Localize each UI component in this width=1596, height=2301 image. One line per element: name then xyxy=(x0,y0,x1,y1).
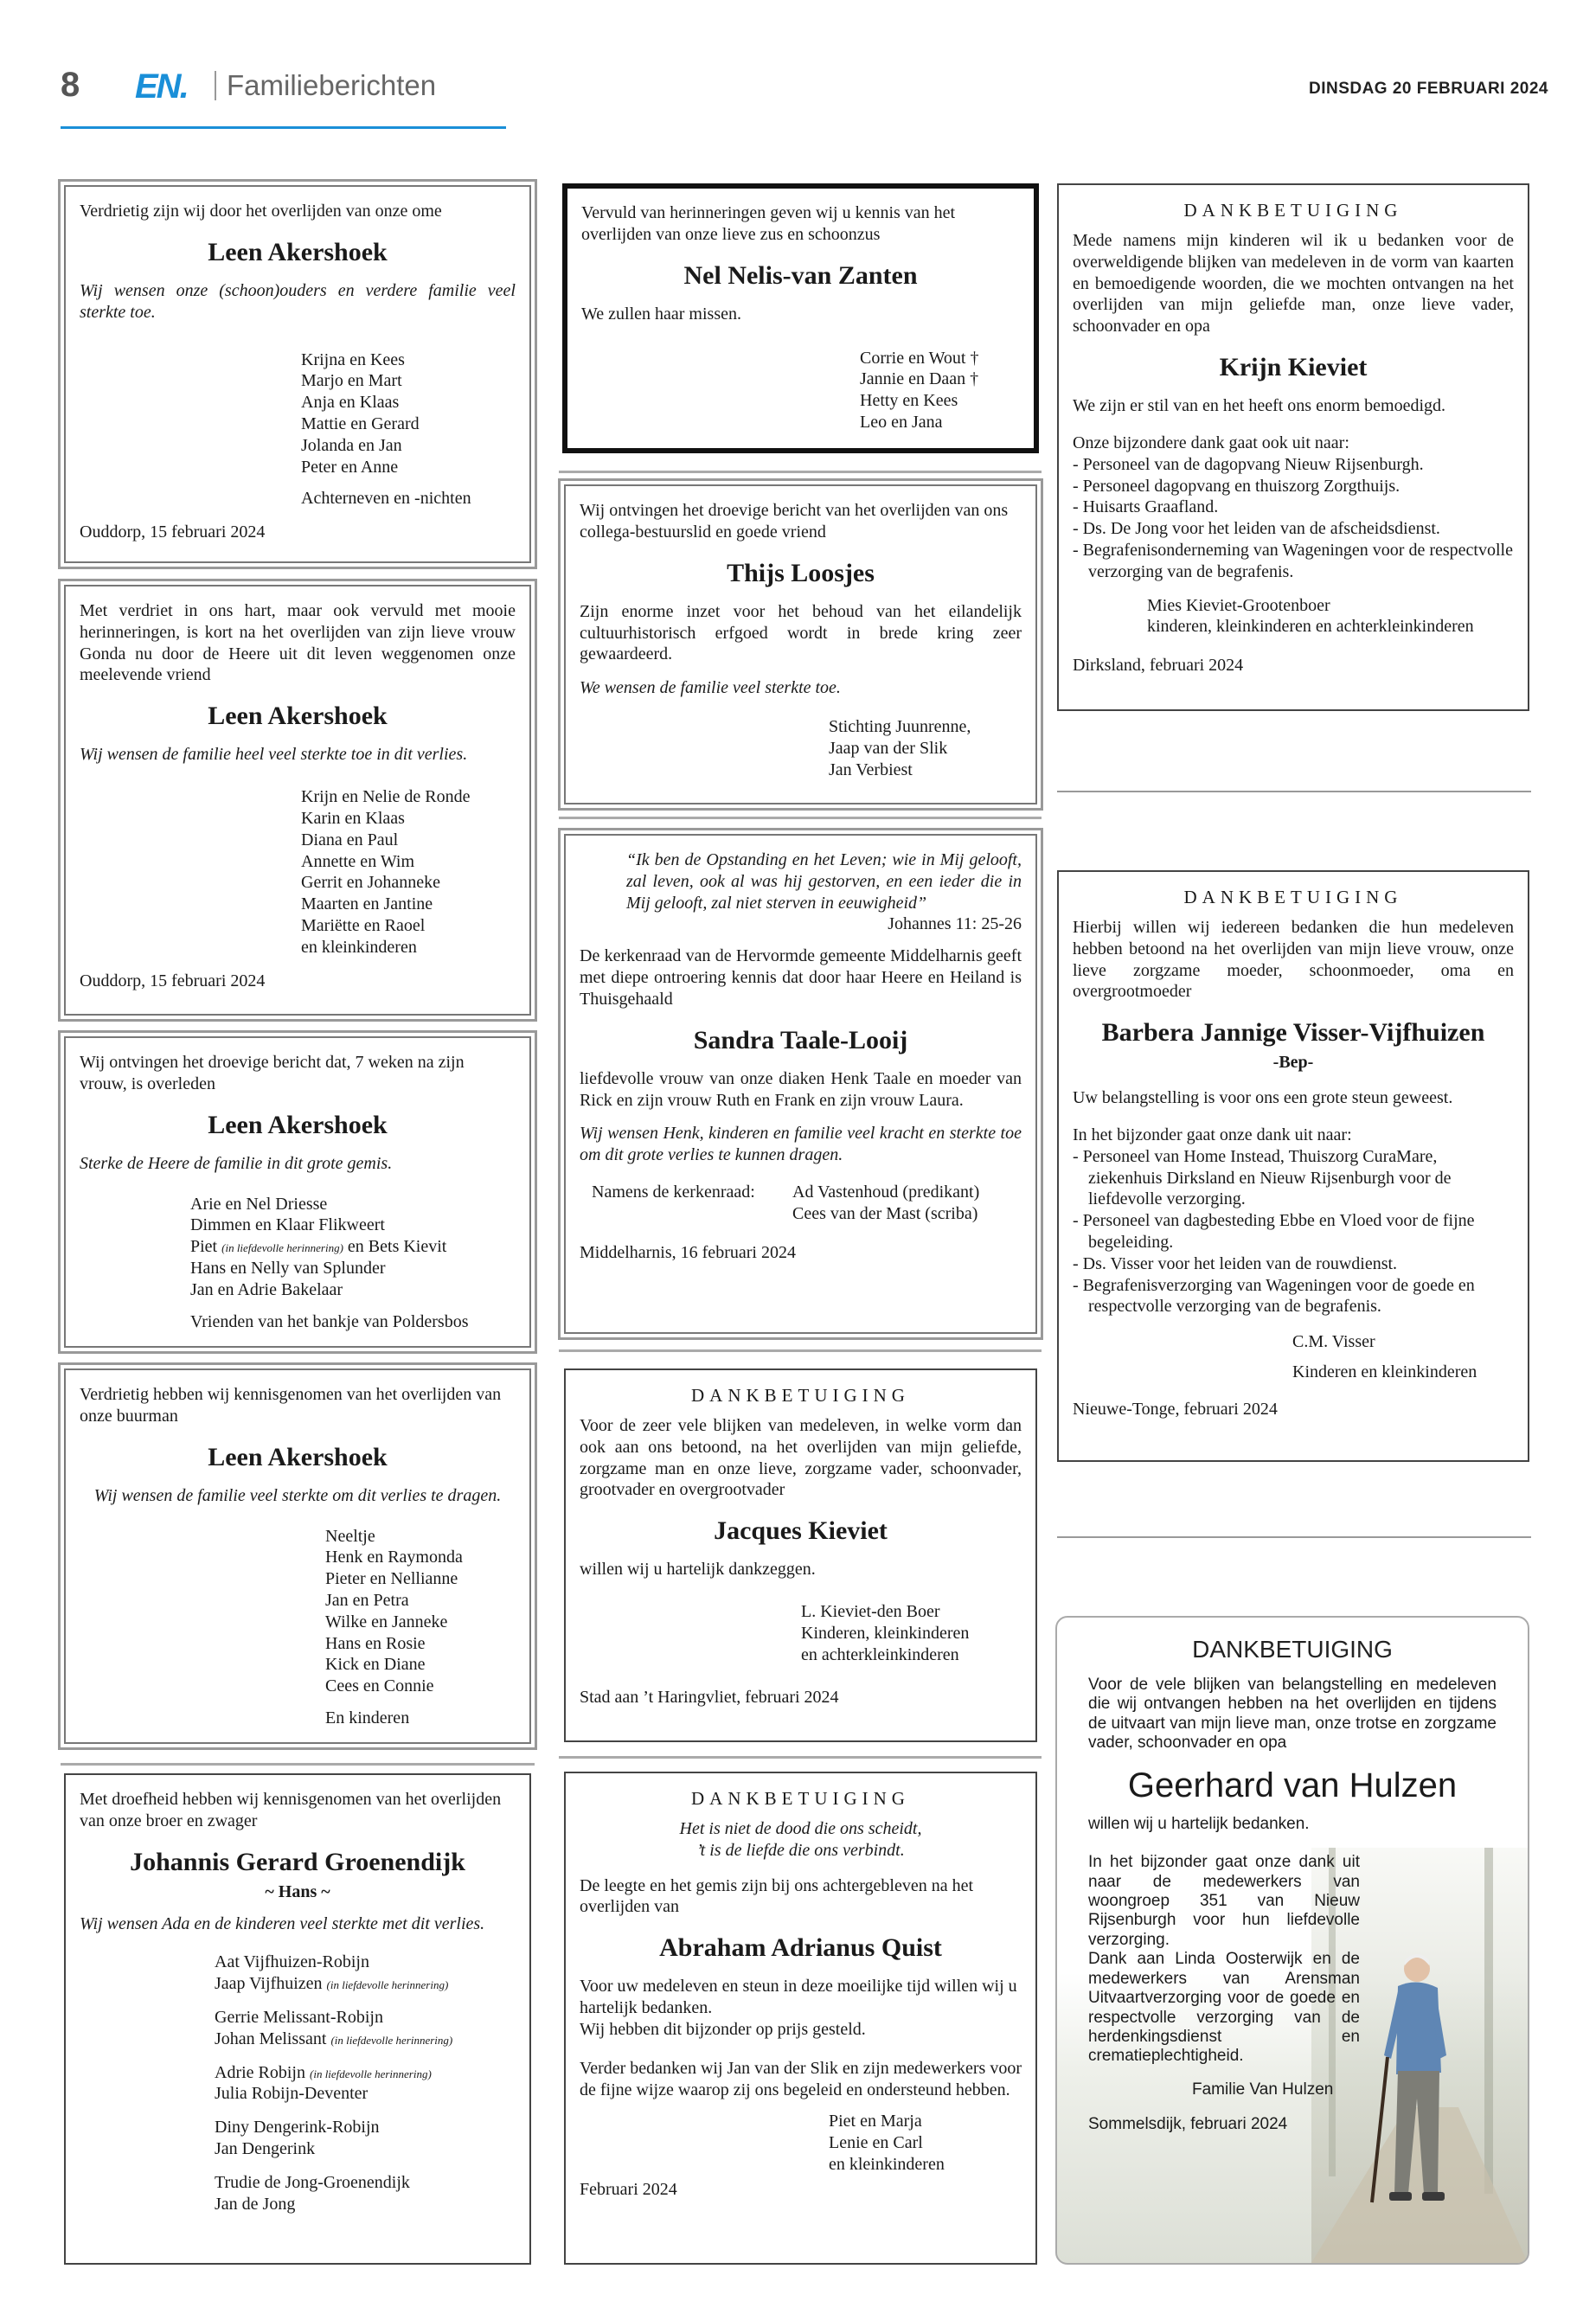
bible-quote: “Ik ben de Opstanding en het Leven; wie in Mij gelooft, zal leven, ook al was hij gestorven, en een ieder die in Mij gelooft, zal niet sterven in eeuwigheid” xyxy=(626,850,1022,913)
obituary-akershoek-3 xyxy=(64,1036,531,1348)
place-date: Sommelsdijk, februari 2024 xyxy=(1088,2115,1288,2134)
list-item: - Begrafenisverzorging van Wageningen voor de goede en respectvolle verzorging van de begrafenis. xyxy=(1073,1275,1514,1318)
obituary-nelis xyxy=(562,183,1039,453)
place-date: Ouddorp, 15 februari 2024 xyxy=(80,522,266,542)
signer-extra: Achterneven en -nichten xyxy=(301,489,471,509)
signer: Krijna en Kees xyxy=(301,349,405,369)
signer: Jan de Jong xyxy=(215,2194,296,2214)
text-3: Verder bedanken wij Jan van der Slik en zijn medewerkers voor de fijne wijze waarop zij ons begeleid en ondersteund hebben. xyxy=(580,2058,1022,2099)
signer: Wilke en Janneke xyxy=(325,1612,448,1631)
signer: Jolanda en Jan xyxy=(301,435,402,455)
place-date: Stad aan ’t Haringvliet, februari 2024 xyxy=(580,1687,839,1707)
signer: Jan Dengerink xyxy=(215,2138,316,2158)
signer: Cees en Connie xyxy=(325,1676,434,1696)
intro: Hierbij willen wij iedereen bedanken die hun medeleven hebben betoond na het overlijden van mijn lieve vrouw, onze lieve zorgzame moeder, schoonmoeder, oma en overgrootmoeder xyxy=(1073,918,1514,1002)
place-date: Februari 2024 xyxy=(580,2179,677,2199)
heading: DANKBETUIGING xyxy=(1192,1636,1393,1663)
text: willen wij u hartelijk dankzeggen. xyxy=(580,1560,816,1580)
signer: Julia Robijn-Deventer xyxy=(215,2084,369,2104)
divider xyxy=(1057,1536,1531,1538)
divider xyxy=(61,1763,535,1766)
deceased-name: Barbera Jannige Visser-Vijfhuizen xyxy=(1101,1018,1485,1048)
signer: Hans en Rosie xyxy=(325,1633,426,1653)
signer: Arie en Nel Driesse xyxy=(190,1194,328,1214)
sign-label: Namens de kerkenraad: xyxy=(592,1182,755,1202)
obituary-groenendijk xyxy=(64,1773,531,2265)
obituary-akershoek-4 xyxy=(64,1368,531,1744)
signer: Diny Dengerink-Robijn xyxy=(215,2118,380,2138)
wish: Wij wensen de familie heel veel sterkte toe in dit verlies. xyxy=(80,745,468,765)
wish: We wensen de familie veel sterkte toe. xyxy=(580,678,841,698)
intro: Voor de zeer vele blijken van medeleven, in welke vorm dan ook aan ons betoond, na het overlijden van mijn geliefde, zorgzame man en onze lieve, zorgzame vader, schoonvader, grootvader en overgrootvader xyxy=(580,1416,1022,1500)
intro: Wij ontvingen het droevige bericht dat, 7 weken na zijn vrouw, is overleden xyxy=(80,1053,465,1093)
intro: Mede namens mijn kinderen wil ik u bedanken voor de overweldigende blijken van medeleven in de vorm van kaarten en bemoedigende woorden, die we mochten ontvangen na het overlijden van mijn geliefde man, onze lieve vader, schoonvader en opa xyxy=(1073,231,1514,336)
text-1: Voor uw medeleven en steun in deze moeilijke tijd willen wij u hartelijk bedanken. xyxy=(580,1977,1017,2018)
text: willen wij u hartelijk bedanken. xyxy=(1088,1814,1310,1833)
page-number: 8 xyxy=(61,66,80,104)
signers xyxy=(301,786,516,958)
list-item: - Personeel dagopvang en thuiszorg Zorgthuijs. xyxy=(1073,476,1514,497)
quote-line-1: Het is niet de dood die ons scheidt, xyxy=(679,1819,922,1839)
signers xyxy=(592,1182,1022,1225)
obituary-akershoek-1 xyxy=(64,185,531,563)
signer: Jaap van der Slik xyxy=(829,738,948,758)
deceased-name: Jacques Kieviet xyxy=(714,1516,888,1546)
signer: Corrie en Wout † xyxy=(860,348,979,368)
divider xyxy=(559,817,1042,819)
heading: DANKBETUIGING xyxy=(691,1788,910,1809)
list-item: - Ds. De Jong voor het leiden van de afscheidsdienst. xyxy=(1073,518,1514,540)
deceased-name: Sandra Taale-Looij xyxy=(693,1025,908,1054)
deceased-name: Nel Nelis-van Zanten xyxy=(683,260,918,290)
signer: Ad Vastenhoud (predikant) xyxy=(792,1182,980,1202)
list-item: - Personeel van de dagopvang Nieuw Rijsenburgh. xyxy=(1073,454,1514,476)
signer: Aat Vijfhuizen-Robijn xyxy=(215,1952,369,1972)
place-date: Middelharnis, 16 februari 2024 xyxy=(580,1242,796,1262)
signers xyxy=(301,349,516,510)
bible-reference: Johannes 11: 25-26 xyxy=(888,914,1022,934)
signer: Kick en Diane xyxy=(325,1655,426,1675)
nickname: ~ Hans ~ xyxy=(265,1881,330,1901)
text: Uw belangstelling is voor ons een grote steun geweest. xyxy=(1073,1088,1453,1108)
signer: Hans en Nelly van Splunder xyxy=(190,1258,386,1278)
signers xyxy=(325,1526,516,1729)
intro: Wij ontvingen het droevige bericht van het overlijden van ons collega-bestuurslid en goede vriend xyxy=(580,501,1009,542)
deceased-name: Leen Akershoek xyxy=(208,702,388,731)
thanks-list xyxy=(1073,454,1514,583)
signer: Dimmen en Klaar Flikweert xyxy=(190,1215,385,1235)
thanks-kieviet-krijn xyxy=(1057,183,1529,711)
intro: De leegte en het gemis zijn bij ons achtergebleven na het overlijden van xyxy=(580,1875,974,1917)
signer xyxy=(215,2062,516,2084)
signer: Familie Van Hulzen xyxy=(1192,2080,1334,2099)
thanks-intro: Onze bijzondere dank gaat ook uit naar: xyxy=(1073,433,1349,452)
obituary-loosjes xyxy=(564,484,1037,804)
signer: en kleinkinderen xyxy=(829,2154,945,2174)
signer-name: Adrie Robijn xyxy=(215,2062,305,2082)
nickname: -Bep- xyxy=(1272,1053,1314,1073)
signer: Leo en Jana xyxy=(860,412,943,432)
signer: L. Kieviet-den Boer xyxy=(801,1602,940,1622)
deceased-name: Thijs Loosjes xyxy=(727,558,875,587)
signer: Pieter en Nellianne xyxy=(325,1569,458,1589)
signer: Jan en Adrie Bakelaar xyxy=(190,1279,343,1299)
wish: Sterke de Heere de familie in dit grote gemis. xyxy=(80,1153,393,1173)
list-item: - Ds. Visser voor het leiden van de rouwdienst. xyxy=(1073,1253,1514,1275)
signer: Peter en Anne xyxy=(301,457,399,477)
signer: Krijn en Nelie de Ronde xyxy=(301,787,471,807)
deceased-name: Johannis Gerard Groenendijk xyxy=(130,1847,465,1876)
divider xyxy=(559,1349,1042,1352)
place-date: Nieuwe-Tonge, februari 2024 xyxy=(1073,1399,1278,1419)
signer-rest: en Bets Kievit xyxy=(347,1237,447,1257)
obituary-akershoek-2 xyxy=(64,585,531,1016)
signer-name: Johan Melissant xyxy=(215,2029,327,2048)
signer: Jan en Petra xyxy=(325,1590,409,1610)
signer: Jan Verbiest xyxy=(829,760,913,779)
signer: Kinderen, kleinkinderen xyxy=(801,1624,970,1643)
signers xyxy=(1292,1331,1514,1383)
signer: Gerrie Melissant-Robijn xyxy=(215,2007,383,2027)
signer: Mariëtte en Raoel xyxy=(301,915,426,935)
obituary-taale xyxy=(564,834,1037,1334)
signers xyxy=(801,1601,1022,1665)
header-rule xyxy=(61,126,506,129)
signer: Trudie de Jong-Groenendijk xyxy=(215,2172,410,2192)
wish: Wij wensen Ada en de kinderen veel sterkte met dit verlies. xyxy=(80,1913,485,1933)
thanks-quist xyxy=(564,1772,1037,2265)
signers xyxy=(190,1194,516,1333)
intro: Verdrietig zijn wij door het overlijden van onze ome xyxy=(80,202,442,221)
signer: Kinderen en kleinkinderen xyxy=(1292,1362,1477,1381)
signer: Karin en Klaas xyxy=(301,808,405,828)
text: liefdevolle vrouw van onze diaken Henk Taale en moeder van Rick en zijn vrouw Ruth en Frank en zijn vrouw Laura. xyxy=(580,1068,1022,1110)
wish: Wij wensen de familie veel sterkte om dit verlies te dragen. xyxy=(93,1485,502,1505)
signers xyxy=(829,716,1022,780)
deceased-name: Abraham Adrianus Quist xyxy=(659,1933,942,1963)
wish: Wij wensen Henk, kinderen en familie veel kracht en sterkte toe om dit grote verlies te kunnen dragen. xyxy=(580,1124,1022,1165)
deceased-name: Leen Akershoek xyxy=(208,1442,388,1471)
signer: Henk en Raymonda xyxy=(325,1548,463,1567)
signer xyxy=(190,1236,516,1258)
signers xyxy=(829,2111,1022,2175)
memorial-note: (in liefdevolle herinnering) xyxy=(310,2067,432,2080)
deceased-name: Krijn Kieviet xyxy=(1219,353,1368,382)
signer-extra: Vrienden van het bankje van Poldersbos xyxy=(190,1311,469,1331)
section-title: Familieberichten xyxy=(227,69,437,101)
signer-first: Piet xyxy=(190,1237,218,1257)
signer xyxy=(215,2029,516,2050)
place-date: Dirksland, februari 2024 xyxy=(1073,656,1244,676)
signer: C.M. Visser xyxy=(1292,1332,1375,1352)
signer: Anja en Klaas xyxy=(301,393,400,413)
signer: Annette en Wim xyxy=(301,851,415,871)
text: We zullen haar missen. xyxy=(581,304,741,324)
text: Zijn enorme inzet voor het behoud van het eilandelijk cultuurhistorisch erfgoed wordt in brede kring zeer gewaardeerd. xyxy=(580,601,1022,664)
thanks-visser xyxy=(1057,870,1529,1462)
signer: Maarten en Jantine xyxy=(301,894,433,914)
heading: DANKBETUIGING xyxy=(1183,200,1403,221)
wish: Wij wensen onze (schoon)ouders en verdere familie veel sterkte toe. xyxy=(80,280,516,322)
memorial-note: (in liefdevolle herinnering) xyxy=(326,1978,449,1992)
memorial-note: (in liefdevolle herinnering) xyxy=(221,1241,343,1255)
quote-line-2: ’t is de liefde die ons verbindt. xyxy=(696,1840,905,1860)
deceased-name: Leen Akershoek xyxy=(208,1110,388,1139)
list-item: - Personeel van Home Instead, Thuiszorg CuraMare, ziekenhuis Dirksland en Nieuw Rijsenburgh voor de liefdevolle verzorging. xyxy=(1073,1146,1514,1210)
heading: DANKBETUIGING xyxy=(691,1385,910,1406)
divider xyxy=(559,1756,1042,1759)
signer: en kleinkinderen xyxy=(301,937,417,957)
divider xyxy=(559,471,1042,473)
text-2: Wij hebben dit bijzonder op prijs gesteld. xyxy=(580,2020,866,2039)
thanks-van-hulzen xyxy=(1055,1616,1529,2265)
text-2: In het bijzonder gaat onze dank uit naar de medewerkers van woongroep 351 van Nieuw Rijsenburgh voor hun liefdevolle verzorging. xyxy=(1088,1853,1360,1949)
signer: Mies Kieviet-Grootenboer xyxy=(1147,595,1330,615)
header-divider xyxy=(215,71,216,100)
intro: Voor de vele blijken van belangstelling en medeleven die wij ontvangen hebben na het overlijden en tijdens de uitvaart van mijn lieve man, onze trotse en zorgzame vader, schoonvader en opa xyxy=(1088,1676,1497,1753)
signer: Hetty en Kees xyxy=(860,391,958,411)
list-item: - Begrafenisonderneming van Wageningen voor de respectvolle verzorging van de begrafenis. xyxy=(1073,540,1514,583)
signer: Stichting Juunrenne, xyxy=(829,716,971,736)
intro: Verdrietig hebben wij kennisgenomen van het overlijden van onze buurman xyxy=(80,1385,502,1426)
divider xyxy=(1057,791,1531,792)
list-item: - Personeel van dagbesteding Ebbe en Vloed voor de fijne begeleiding. xyxy=(1073,1210,1514,1253)
signer: Piet en Marja xyxy=(829,2112,922,2131)
issue-date: DINSDAG 20 FEBRUARI 2024 xyxy=(1308,80,1548,98)
thanks-list xyxy=(1073,1146,1514,1317)
signer: Mattie en Gerard xyxy=(301,413,420,433)
signer: Lenie en Carl xyxy=(829,2133,923,2153)
intro: De kerkenraad van de Hervormde gemeente Middelharnis geeft met diepe ontroering kennis dat door haar Heere en Heiland is Thuisgehaald xyxy=(580,946,1022,1009)
signer: Neeltje xyxy=(325,1526,375,1546)
signer-name: Jaap Vijfhuizen xyxy=(215,1974,323,1994)
deceased-name: Geerhard van Hulzen xyxy=(1127,1766,1458,1804)
signer: Gerrit en Johanneke xyxy=(301,873,441,893)
signer: en achterkleinkinderen xyxy=(801,1644,959,1664)
memorial-note: (in liefdevolle herinnering) xyxy=(330,2033,453,2047)
signer: Jannie en Daan † xyxy=(860,369,979,389)
signer-extra: En kinderen xyxy=(325,1708,410,1727)
thanks-kieviet-jacques xyxy=(564,1368,1037,1742)
signer: Marjo en Mart xyxy=(301,371,402,391)
signers xyxy=(1147,595,1514,638)
signer: Diana en Paul xyxy=(301,830,399,849)
text-3: Dank aan Linda Oosterwijk en de medewerkers van Arensman Uitvaartverzorging voor de goede en respectvolle verzorging van de herdenkingsdienst en crematieplechtigheid. xyxy=(1088,1950,1360,2066)
thanks-intro: In het bijzonder gaat onze dank uit naar: xyxy=(1073,1125,1352,1144)
list-item: - Huisarts Graafland. xyxy=(1073,497,1514,518)
deceased-name: Leen Akershoek xyxy=(208,237,388,266)
signers xyxy=(215,1952,516,2214)
page-header xyxy=(61,61,1548,112)
text: We zijn er stil van en het heeft ons enorm bemoedigd. xyxy=(1073,396,1446,416)
place-date: Ouddorp, 15 februari 2024 xyxy=(80,971,266,990)
signer: kinderen, kleinkinderen en achterkleinkinderen xyxy=(1147,617,1474,637)
intro: Met droefheid hebben wij kennisgenomen van het overlijden van onze broer en zwager xyxy=(80,1790,502,1830)
newspaper-logo: EN. xyxy=(135,67,188,106)
signer xyxy=(215,1973,516,1995)
intro: Met verdriet in ons hart, maar ook vervuld met mooie herinneringen, is kort na het overlijden van zijn lieve vrouw Gonda nu door de Heere uit dit leven weggenomen onze meelevende vriend xyxy=(80,601,516,685)
heading: DANKBETUIGING xyxy=(1183,887,1403,907)
intro: Vervuld van herinneringen geven wij u kennis van het overlijden van onze lieve zus en schoonzus xyxy=(581,203,956,244)
signer: Cees van der Mast (scriba) xyxy=(792,1203,978,1223)
signers xyxy=(860,348,1020,433)
